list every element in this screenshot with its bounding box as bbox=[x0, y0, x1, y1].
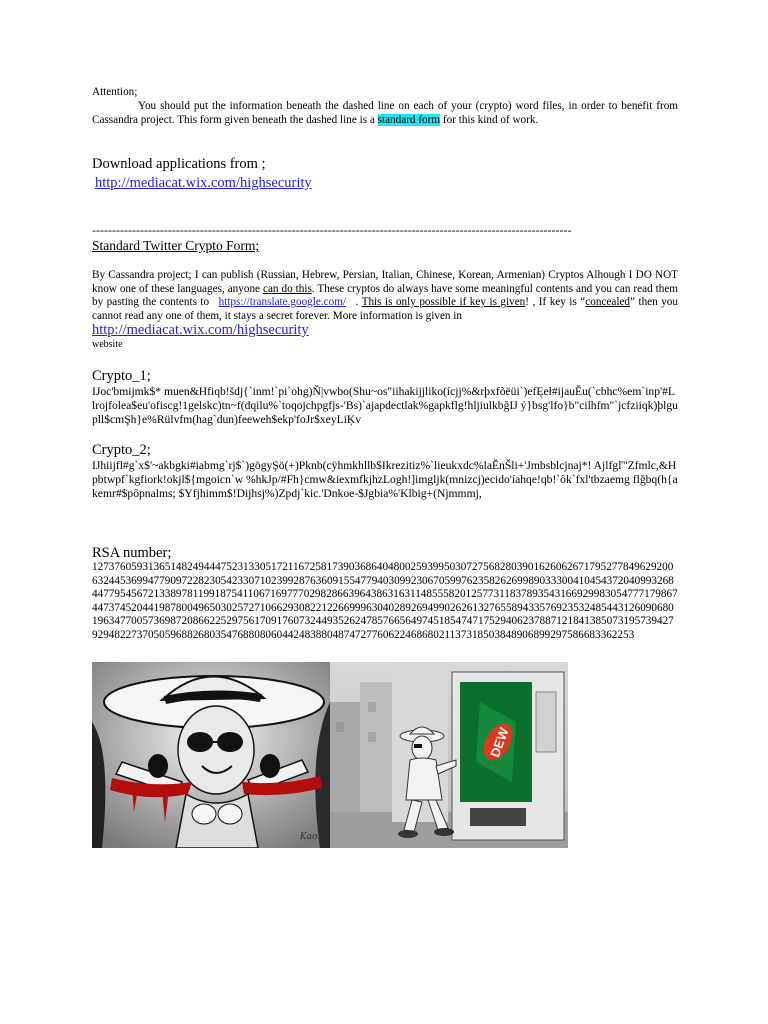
rsa-label: RSA number; bbox=[92, 545, 172, 561]
form-title-text: Standard Twitter Crypto Form; bbox=[92, 238, 260, 253]
crypto-1-text: IJoc'bmijmk$* muen&Hfiqb!šdj{`inm!`pi`ohg)Ň|vwbo(Shu~os"iihakijjliko(ícjj%&rþxfõëüi`)efĘeł#ijauĚu(`cbhc%em`inp'#Llrojfolea$eu'ofiscg!1gelskc)tn~f(dqilu%`toqojchpgfjs-'Bs)`ajapdectlak%gapkflg!hljiulkbğIJ ý}bsg'lfo}b"cilhfm"`jcfziiqk)þlgupll$cmŞh}e%Rülvfm(hag`dun)feeweh$ekp'foJr$xeyLiĶv bbox=[92, 385, 678, 426]
crypto-1-label: Crypto_1; bbox=[92, 368, 151, 384]
standard-form-highlight: standard form bbox=[377, 113, 441, 126]
info-link-row bbox=[92, 322, 678, 339]
key-given-text: This is only possible if key is given bbox=[361, 296, 526, 308]
spy-illustration-image bbox=[92, 662, 330, 848]
dashed-divider: ------------------------------------------------------------------------------------------------------------------------ bbox=[92, 224, 572, 236]
artist-signature: Kaos bbox=[299, 832, 322, 842]
intro-text-3: . bbox=[355, 296, 359, 308]
intro-text-1: By Cassandra project; I can publish (Russian, Hebrew, Persian, Italian, Chinese, Korean, Armenian) Cryptos Alhough I DO NOT know one of these languages, anyone bbox=[92, 269, 678, 295]
attention-heading: Attention; bbox=[92, 86, 138, 98]
intro-text-2: . These cryptos do always have some meaningful contents and you can read them by pasting the contents to bbox=[92, 282, 679, 308]
spy-character-white-hat-illustration-icon bbox=[92, 662, 330, 848]
translate-link[interactable]: https://translate.google.com/ bbox=[218, 296, 347, 308]
download-link[interactable]: http://mediacat.wix.com/highsecurity bbox=[95, 175, 312, 191]
rsa-digits: 127376059313651482494447523133051721167258173903686404800259399503072756828039016260626717952778496292006324453699477909722823054233071023992876360915547794030992306705997623582626998903330041045437204099326844779545672133897811991875411067169777029828663964386316311485558201257731183789354316692998305477717986744737452044198780049650302572710662930822122669996304028926949902626132765589433576923532485443126090680196347700573698720866225297561709176073244935262478576656497451854747175294062378871218413850731957394279294822737050596882680354768808060442483880487472776062246868021137318503848906899297586683362253 bbox=[92, 561, 678, 641]
download-label: Download applications from ; bbox=[92, 156, 266, 172]
concealed-text: concealed bbox=[585, 296, 630, 308]
spy-character-mountain-dew-vending-machine-icon bbox=[330, 662, 568, 848]
vending-machine-image bbox=[330, 662, 568, 848]
intro-text-5: ” then you cannot read any one of them, it stays a secret forever. More information is given in bbox=[92, 296, 678, 322]
svg-text:DEW: DEW bbox=[487, 725, 512, 760]
info-link[interactable]: http://mediacat.wix.com/highsecurity bbox=[92, 322, 309, 338]
form-title bbox=[92, 238, 678, 254]
website-caption: website bbox=[92, 339, 123, 350]
download-link-row bbox=[95, 175, 681, 192]
form-intro-paragraph bbox=[92, 269, 678, 323]
can-do-this-text: can do this bbox=[263, 282, 312, 295]
crypto-2-text: IJhiijfl#g`x$'~akbgki#iabmg`rj$`)gögyŞö(+)Pknb(cÿhmkhllb$Ikrezitiz%`lieukxdc%laĔnŠli+'Jmbsblcjnaj*! Ajlfgľ"Zfmlc,&Hpbtwpf`kgfiork!okjl${mgoicn`w %hkJp/#Fh}cmw&iexmfkjhzLogh!]imgljk(mnizcj)ecido'íahqe!qb!`ôk`fxl'tbzaemg flğbq(h{akemr#$pôpnalms; $Yfjhimm$!Dijhsj%)Zpdj`kic.'Dnkoe-$Jgbia%'Klbig+(Njmmmj, bbox=[92, 459, 678, 500]
crypto-2-label: Crypto_2; bbox=[92, 442, 151, 458]
attention-text: You should put the information beneath the dashed line on each of your (crypto) word files, in order to benefit from Cassandra project. This form given beneath the dashed line is a bbox=[92, 100, 678, 126]
attention-text-tail: for this kind of work. bbox=[442, 113, 539, 126]
attention-paragraph bbox=[92, 100, 678, 127]
intro-text-4: ! , If key is “ bbox=[525, 296, 586, 308]
